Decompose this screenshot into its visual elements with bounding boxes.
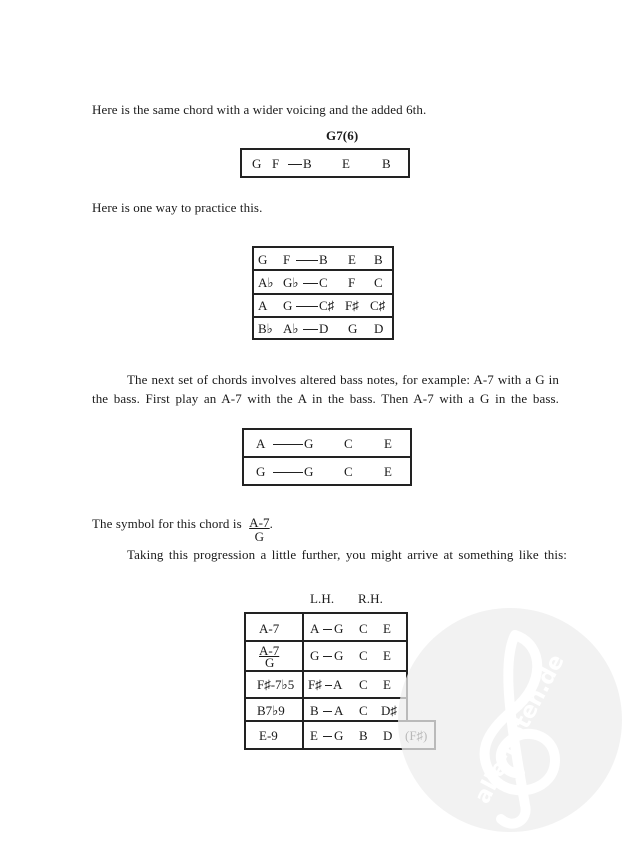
voice-line	[323, 656, 332, 657]
rh-note: C	[359, 703, 368, 718]
voice-line	[325, 685, 332, 686]
lh-note: G	[334, 648, 344, 663]
chord-name: A-7	[259, 621, 280, 636]
note: C♯	[370, 298, 386, 313]
lh-note: G	[334, 728, 344, 743]
lh-note: G	[334, 621, 344, 636]
fraction-numerator: A-7	[249, 515, 270, 530]
fraction-denominator: G	[254, 529, 265, 544]
paragraph-progression: Taking this progression a little further, you might arrive at something like this:	[127, 547, 567, 562]
rh-note: C	[359, 648, 368, 663]
note: C♯	[319, 298, 335, 313]
table-divider	[244, 670, 408, 672]
lh-note: A	[333, 677, 343, 692]
note: D	[374, 321, 384, 336]
note: C	[344, 436, 353, 451]
voice-line	[303, 329, 318, 330]
rh-note: D	[383, 728, 393, 743]
voice-line	[288, 164, 302, 165]
table-divider	[242, 456, 412, 458]
watermark-text: alle-noten.de	[470, 650, 570, 808]
note: C	[344, 464, 353, 479]
g76-note-3: B	[303, 156, 312, 171]
note: G	[256, 464, 266, 479]
note: G	[304, 436, 314, 451]
paragraph-practice: Here is one way to practice this.	[92, 200, 263, 215]
note: B	[319, 252, 328, 267]
note: G	[348, 321, 358, 336]
note: F	[348, 275, 356, 290]
chord-name: E-9	[259, 728, 278, 743]
table-divider	[244, 640, 408, 642]
g76-note-5: B	[382, 156, 391, 171]
note: B♭	[258, 321, 273, 336]
table-divider	[252, 316, 394, 318]
voice-line	[323, 711, 332, 712]
rh-note: C	[359, 621, 368, 636]
chord-name: A-7	[259, 643, 280, 658]
table-divider	[252, 293, 394, 295]
note: F♯	[345, 298, 359, 313]
chord-fraction	[249, 516, 270, 544]
watermark-treble-clef-icon	[395, 605, 625, 835]
rh-header: R.H.	[358, 591, 383, 606]
paragraph-wider-voicing: Here is the same chord with a wider voicing and the added 6th.	[92, 102, 427, 117]
paragraph-altered-bass-line1: The next set of chords involves altered bass notes, for example: A-7 with a G in	[127, 372, 559, 387]
g76-note-4: E	[342, 156, 350, 171]
note: G	[283, 298, 293, 313]
note: E	[384, 436, 392, 451]
voice-line	[273, 472, 303, 473]
lh-note: A	[310, 621, 320, 636]
note: A♭	[258, 275, 274, 290]
voice-line	[323, 629, 332, 630]
note: C	[374, 275, 383, 290]
g76-note-2: F	[272, 156, 280, 171]
note: G	[304, 464, 314, 479]
lh-note: E	[310, 728, 318, 743]
table-divider	[244, 697, 408, 699]
paragraph-symbol	[92, 516, 273, 544]
lh-note: F♯	[308, 677, 322, 692]
lh-note: B	[310, 703, 319, 718]
chord-name: B7♭9	[257, 703, 285, 718]
rh-note: D♯	[381, 703, 397, 718]
symbol-period: .	[269, 516, 274, 531]
table-divider	[252, 269, 394, 271]
g76-note-1: G	[252, 156, 262, 171]
lh-note: G	[310, 648, 320, 663]
note: C	[319, 275, 328, 290]
lh-header: L.H.	[310, 591, 335, 606]
note: A	[258, 298, 268, 313]
chord-label-g76: G7(6)	[326, 128, 359, 143]
note: E	[384, 464, 392, 479]
voice-line	[296, 260, 318, 261]
voice-line	[273, 444, 303, 445]
rh-note: E	[383, 648, 391, 663]
note: A♭	[283, 321, 299, 336]
chord-name: F♯-7♭5	[257, 677, 295, 692]
note: G♭	[283, 275, 299, 290]
note: E	[348, 252, 356, 267]
note: F	[283, 252, 291, 267]
column-divider	[302, 612, 304, 750]
note: A	[256, 436, 266, 451]
voice-line	[296, 306, 318, 307]
note: G	[258, 252, 268, 267]
rh-note: C	[359, 677, 368, 692]
chord-bass: G	[265, 655, 275, 670]
symbol-text: The symbol for this chord is	[92, 516, 242, 531]
paragraph-altered-bass-line2: the bass. First play an A-7 with the A in the bass. Then A-7 with a G in the bass.	[92, 391, 559, 406]
rh-note: E	[383, 621, 391, 636]
voice-line	[323, 736, 332, 737]
lh-note: A	[334, 703, 344, 718]
rh-note: E	[383, 677, 391, 692]
voice-line	[303, 283, 318, 284]
note: B	[374, 252, 383, 267]
rh-note: B	[359, 728, 368, 743]
note: D	[319, 321, 329, 336]
